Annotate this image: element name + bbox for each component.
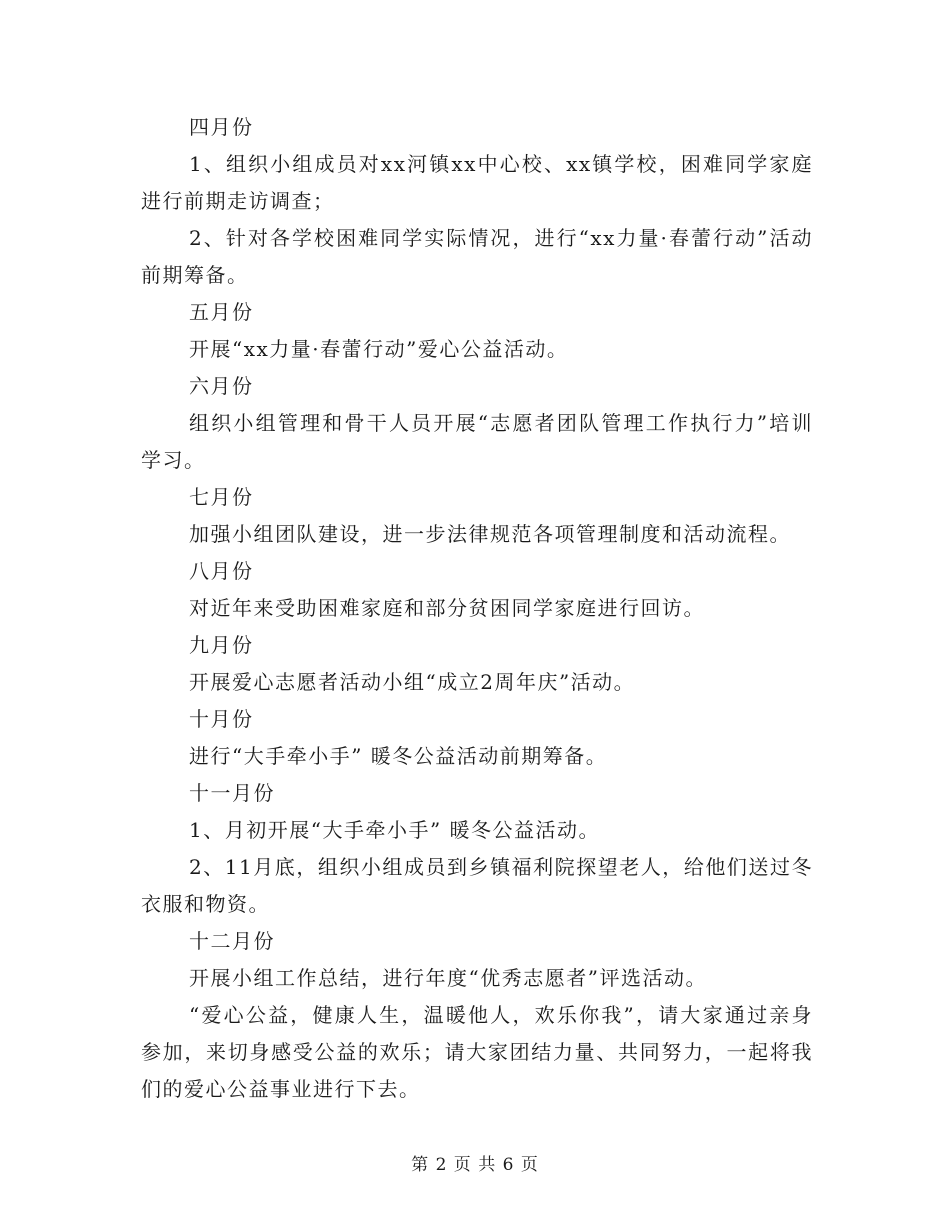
page-number-label: 第 2 页 共 6 页 <box>411 1155 539 1175</box>
heading-november: 十一月份 <box>189 781 275 805</box>
document-body <box>141 109 813 1108</box>
paragraph-december: 开展小组工作总结，进行年度“优秀志愿者”评选活动。 <box>189 966 707 990</box>
paragraph-june: 组织小组管理和骨干人员开展“志愿者团队管理工作执行力”培训学习。 <box>141 411 813 472</box>
heading-july: 七月份 <box>189 485 254 509</box>
paragraph-august: 对近年来受助困难家庭和部分贫困同学家庭进行回访。 <box>189 596 705 620</box>
heading-may: 五月份 <box>189 300 254 324</box>
paragraph-november-item-1: 1、月初开展“大手牵小手” 暖冬公益活动。 <box>189 818 601 842</box>
heading-december: 十二月份 <box>189 929 275 953</box>
paragraph-october: 进行“大手牵小手” 暖冬公益活动前期筹备。 <box>189 744 608 768</box>
page-footer <box>0 1153 950 1177</box>
heading-october: 十月份 <box>189 707 254 731</box>
heading-june: 六月份 <box>189 374 254 398</box>
paragraph-november-item-2: 2、11月底，组织小组成员到乡镇福利院探望老人，给他们送过冬衣服和物资。 <box>141 855 813 916</box>
paragraph-september: 开展爱心志愿者活动小组“成立2周年庆”活动。 <box>189 670 636 694</box>
paragraph-april-item-1: 1、组织小组成员对xx河镇xx中心校、xx镇学校，困难同学家庭进行前期走访调查； <box>141 152 813 213</box>
heading-september: 九月份 <box>189 633 254 657</box>
paragraph-july: 加强小组团队建设，进一步法律规范各项管理制度和活动流程。 <box>189 522 791 546</box>
paragraph-april-item-2: 2、针对各学校困难同学实际情况，进行“xx力量·春蕾行动”活动前期筹备。 <box>141 226 813 287</box>
heading-april: 四月份 <box>189 115 254 139</box>
paragraph-may: 开展“xx力量·春蕾行动”爱心公益活动。 <box>189 337 569 361</box>
paragraph-closing: “爱心公益，健康人生，温暖他人，欢乐你我”，请大家通过亲身参加，来切身感受公益的欢乐；请大家团结力量、共同努力，一起将我们的爱心公益事业进行下去。 <box>141 1003 813 1101</box>
heading-august: 八月份 <box>189 559 254 583</box>
